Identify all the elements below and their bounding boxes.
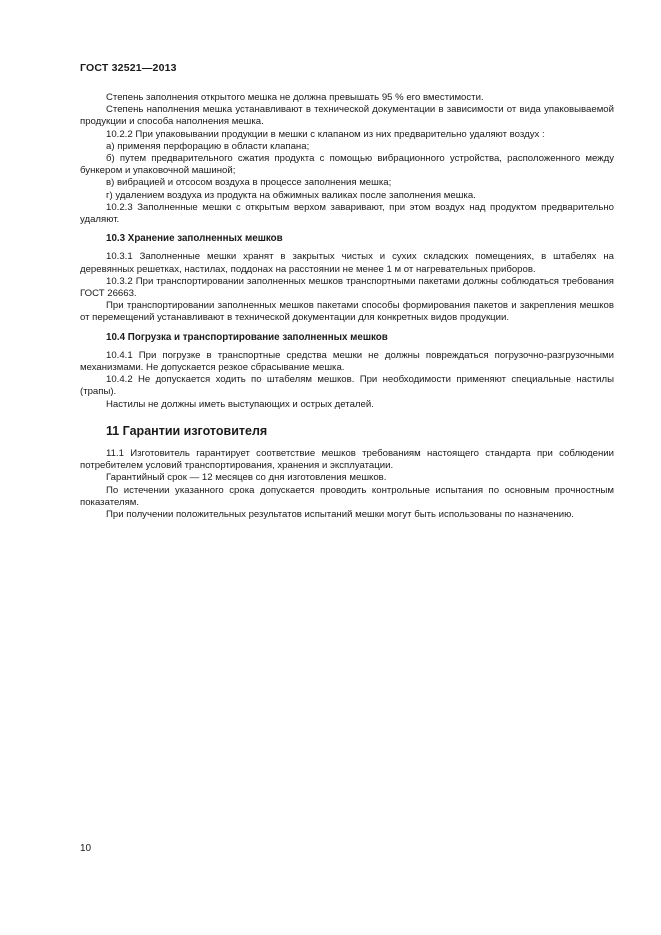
paragraph: При транспортировании заполненных мешков пакетами способы формирования пакетов и закрепления мешков от перемещений устанавливают в технической документации для конкретных видов продукции. [80, 300, 614, 324]
page-body [80, 92, 614, 521]
paragraph: Настилы не должны иметь выступающих и острых деталей. [106, 398, 374, 410]
list-item: б) путем предварительного сжатия продукта с помощью вибрационного устройства, расположенного между бункером и упаковочной машиной; [80, 153, 614, 177]
paragraph: 10.4.1 При погрузке в транспортные средства мешки не должны повреждаться погрузочно-разгрузочными механизмами. Не допускается резкое сбрасывание мешка. [80, 349, 614, 374]
paragraph: 10.4.2 Не допускается ходить по штабелям мешков. При необходимости применяют специальные настилы (трапы). [80, 374, 614, 398]
paragraph: Степень заполнения открытого мешка не должна превышать 95 % его вместимости. [106, 92, 484, 103]
list-item: в) вибрацией и отсосом воздуха в процессе заполнения мешка; [106, 177, 392, 189]
paragraph: 10.2.2 При упаковывании продукции в мешки с клапаном из них предварительно удаляют воздух : [106, 128, 545, 140]
paragraph: По истечении указанного срока допускается проводить контрольные испытания по основным прочностным показателям. [80, 484, 614, 508]
list-item: а) применяя перфорацию в области клапана; [106, 140, 310, 152]
section-heading-10-3: 10.3 Хранение заполненных мешков [106, 233, 283, 245]
paragraph: 10.3.1 Заполненные мешки хранят в закрытых чистых и сухих складских помещениях, в штабелях на деревянных решетках, настилах, поддонах на расстоянии не менее 1 м от нагревательных приборов. [80, 251, 614, 275]
section-heading-11: 11 Гарантии изготовителя [106, 423, 268, 438]
list-item: г) удалением воздуха из продукта на обжимных валиках после заполнения мешка. [106, 189, 476, 201]
paragraph: 10.2.3 Заполненные мешки с открытым верхом заваривают, при этом воздух над продуктом предварительно удаляют. [80, 201, 614, 226]
paragraph: 11.1 Изготовитель гарантирует соответствие мешков требованиям настоящего стандарта при соблюдении потребителем условий транспортирования, хранения и эксплуатации. [80, 448, 614, 472]
paragraph: Гарантийный срок — 12 месяцев со дня изготовления мешков. [106, 472, 387, 484]
paragraph: 10.3.2 При транспортировании заполненных мешков транспортными пакетами должны соблюдаться требования ГОСТ 26663. [80, 275, 614, 300]
paragraph: При получении положительных результатов испытаний мешки могут быть использованы по назначению. [106, 509, 574, 521]
section-heading-10-4: 10.4 Погрузка и транспортирование заполненных мешков [106, 331, 388, 343]
paragraph: Степень наполнения мешка устанавливают в технической документации в зависимости от вида упаковываемой продукции и способа наполнения мешка. [80, 104, 614, 128]
document-header: ГОСТ 32521—2013 [80, 62, 177, 74]
page-number: 10 [80, 843, 92, 854]
